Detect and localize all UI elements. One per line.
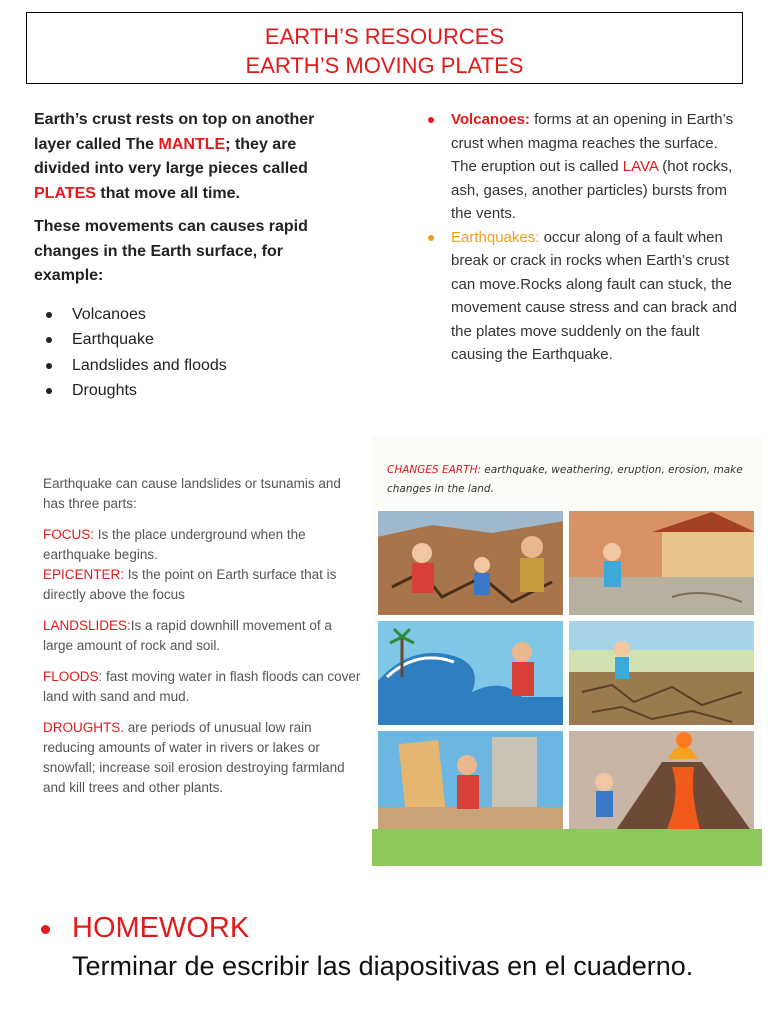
list-item: Volcanoes: [34, 303, 344, 329]
earth-changes-illustration: [372, 437, 762, 866]
homework-section: [38, 910, 738, 982]
list-item: Landslides and floods: [34, 354, 344, 380]
changes-list: [34, 303, 344, 405]
epicenter-text: Is the point on Earth surface that is directly above the focus: [43, 567, 337, 602]
landslides-definition: [43, 616, 363, 656]
volcano-scene-panel: [568, 730, 755, 836]
focus-text: Is the place underground when the earthquake begins.: [43, 527, 306, 562]
intro-paragraph-1: [34, 108, 344, 206]
focus-label: FOCUS:: [43, 527, 95, 542]
collapse-scene-panel: [377, 730, 564, 836]
weathering-scene-panel: [568, 510, 755, 616]
volcano-text-a: forms at an opening in Earth’s crust when magma reaches the surface. The eruption out is called: [451, 111, 734, 175]
caption-text: earthquake, weathering, eruption, erosion, make changes in the land.: [387, 464, 743, 495]
earthquake-label: Earthquakes:: [451, 228, 544, 246]
epicenter-label: EPICENTER:: [43, 567, 125, 582]
caption-label: CHANGES EARTH:: [387, 464, 481, 476]
landslides-text: Is a rapid downhill movement of a large amount of rock and soil.: [43, 618, 332, 653]
page-subtitle: EARTH’S MOVING PLATES: [245, 53, 524, 78]
epicenter-definition: [43, 565, 363, 605]
focus-definition: [43, 525, 363, 565]
mantle-term: MANTLE: [158, 135, 226, 153]
bullet-icon: [428, 235, 434, 241]
tsunami-scene-panel: [377, 620, 564, 726]
plates-term: PLATES: [34, 184, 96, 202]
title-box: [26, 12, 743, 84]
volcano-label: Volcanoes:: [451, 111, 530, 128]
page-title: EARTH’S RESOURCES: [264, 24, 505, 49]
droughts-definition: [43, 718, 363, 798]
right-column: [424, 108, 744, 367]
definitions-intro: Earthquake can cause landslides or tsunamis and has three parts:: [43, 476, 341, 511]
illustration-panels: [372, 437, 762, 866]
drought-scene-panel: [568, 620, 755, 726]
volcano-text-b: (hot rocks, ash, gases, another particles) bursts from the vents.: [451, 158, 733, 222]
earthquake-text: occur along of a fault when break or crack in rocks when Earth’s crust can move.Rocks along fault can stuck, the movement cause stress and can brack and the plates move suddenly on the fault causing the Earthquake.: [451, 228, 737, 363]
earthquake-scene-panel: [377, 510, 564, 616]
homework-title: HOMEWORK: [72, 912, 250, 944]
homework-text: Terminar de escribir las diapositivas en el cuaderno.: [72, 951, 694, 981]
volcano-item: [424, 108, 744, 226]
green-strip: [372, 829, 762, 866]
floods-definition: [43, 667, 363, 707]
earthquake-item: [424, 226, 744, 367]
intro-text-a: Earth’s crust rests on top on another layer called The: [34, 111, 315, 153]
landslides-label: LANDSLIDES:: [43, 618, 131, 633]
intro-text-c: that move all time.: [95, 184, 240, 202]
droughts-text: are periods of unusual low rain reducing amounts of water in rivers or lakes or snowfall; increase soil erosion destroying farmland and kill trees and other plants.: [43, 720, 345, 795]
lava-term: LAVA: [622, 158, 659, 175]
bullet-icon: [428, 117, 434, 123]
list-item: Droughts: [34, 379, 344, 405]
intro-text-b: ; they are divided into very large pieces called: [34, 135, 308, 177]
list-item: Earthquake: [34, 328, 344, 354]
droughts-label: DROUGHTS.: [43, 720, 124, 735]
bullet-icon: [41, 925, 50, 934]
floods-label: FLOODS: [43, 669, 99, 684]
homework-title-row: [38, 910, 738, 946]
intro-section: [34, 108, 344, 405]
intro-paragraph-2: These movements can causes rapid changes in the Earth surface, for example:: [34, 218, 308, 284]
floods-text: : fast moving water in flash floods can cover land with sand and mud.: [43, 669, 361, 704]
definitions-section: [43, 474, 363, 809]
